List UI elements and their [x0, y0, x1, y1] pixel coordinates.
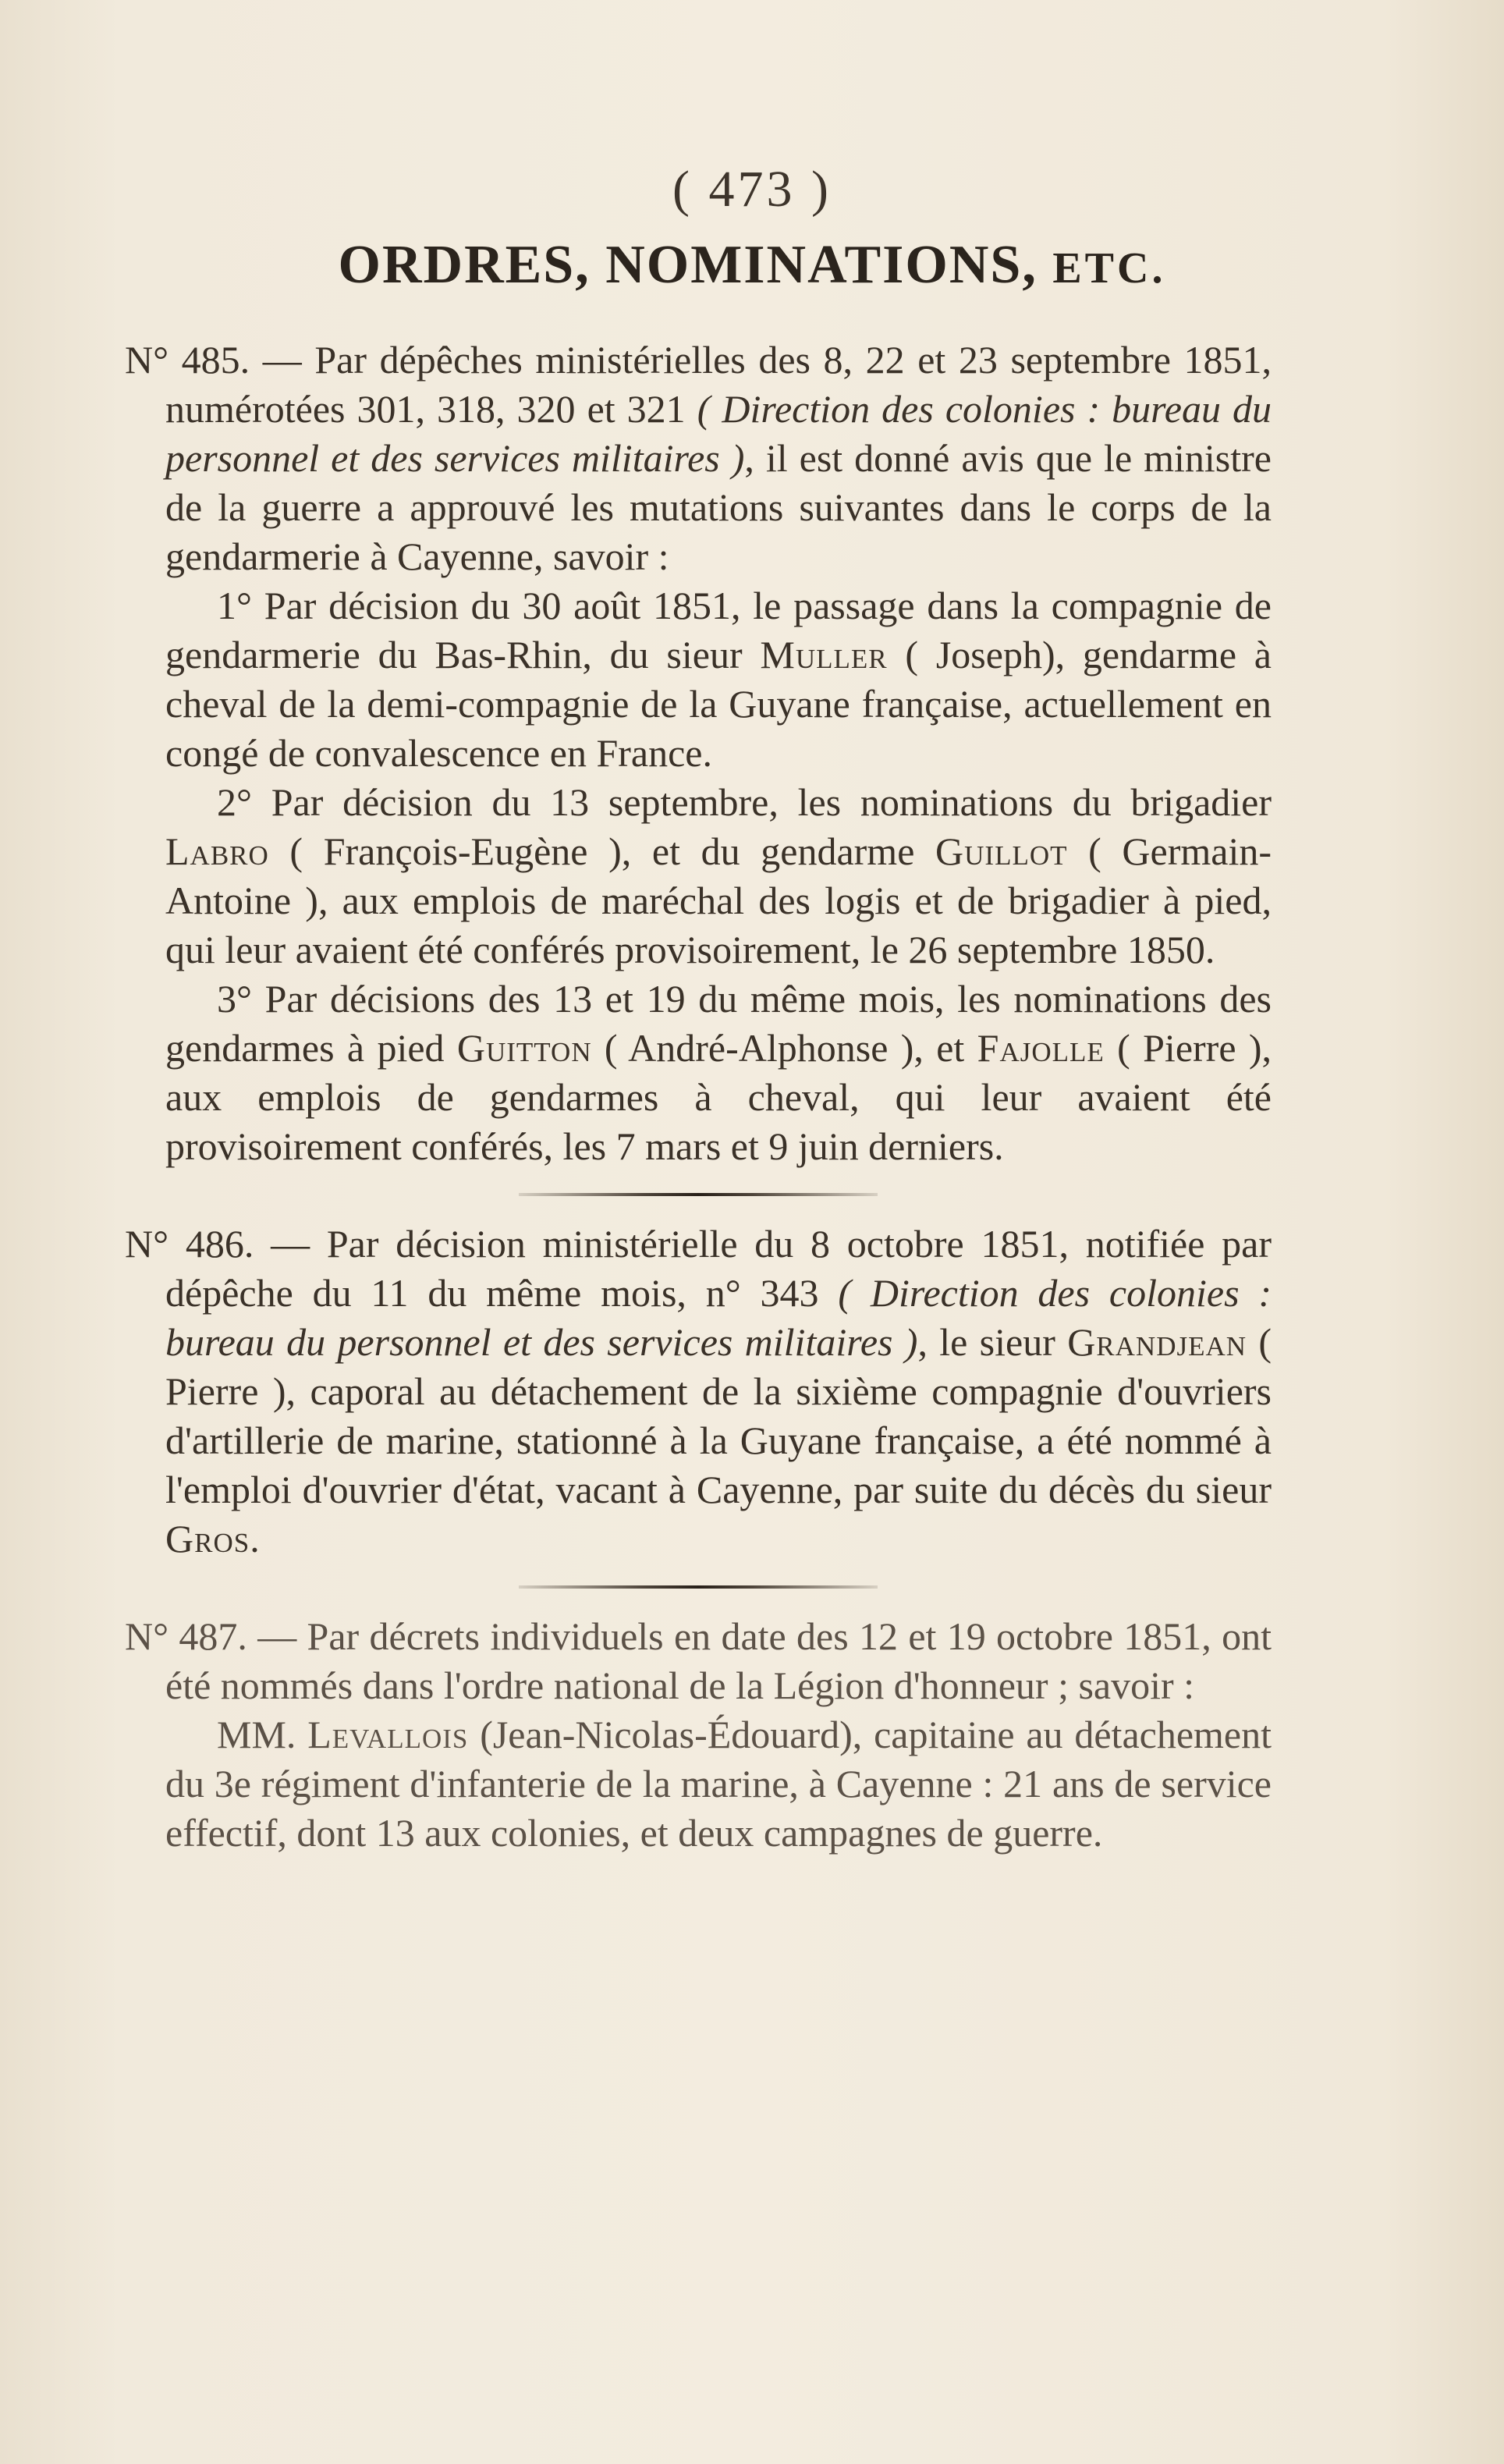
entry-487-item-1 — [165, 1710, 1272, 1858]
entry-text: , il est donné avis que le ministre de la guerre a approuvé les mutations suivantes dans le corps de la gendarmerie à Cayenne, savoir : — [165, 436, 1272, 578]
person-name: Levallois — [307, 1713, 469, 1756]
person-name: Fajolle — [977, 1026, 1105, 1070]
separator-rule — [519, 1585, 878, 1589]
page-number: ( 473 ) — [672, 161, 832, 218]
person-name: Guillot — [935, 829, 1068, 873]
entry-number: N° 485. — [125, 338, 250, 382]
separator — [125, 1564, 1272, 1612]
separator — [125, 1171, 1272, 1220]
entry-485-item-2 — [165, 778, 1272, 975]
person-name: Grandjean — [1067, 1320, 1247, 1364]
entry-text: — Par dépêches ministérielles des 8, 22 et 23 septembre 1851, numérotées 301, 318, 320 et 321 — [165, 338, 1272, 431]
item-text: ( André-Alphonse ), et — [591, 1026, 977, 1070]
entry-486-text — [125, 1220, 1272, 1564]
section-title — [0, 234, 1504, 296]
item-text: ( Germain-Antoine ), aux emplois de maréchal des logis et de brigadier à pied, qui leur avaient été conférés provisoirement, le 26 septembre 1850. — [165, 829, 1272, 971]
entry-485-item-1 — [165, 581, 1272, 778]
entry-487 — [125, 1612, 1272, 1858]
item-text: 1° Par décision du 30 août 1851, le passage dans la compagnie de gendarmerie du Bas-Rhin, du sieur — [165, 584, 1272, 676]
entry-text: , le sieur — [917, 1320, 1068, 1364]
item-text: ( François-Eugène ), et du gendarme — [268, 829, 936, 873]
entry-number: N° 487. — [125, 1614, 247, 1658]
item-text: 2° Par décision du 13 septembre, les nominations du brigadier — [217, 780, 1272, 824]
person-name: Guitton — [456, 1026, 592, 1070]
entry-text: — Par décrets individuels en date des 12 et 19 octobre 1851, ont été nommés dans l'ordre national de la Légion d'honneur ; savoir : — [165, 1614, 1272, 1707]
section-title-etc: ETC. — [1052, 244, 1166, 293]
text-column — [125, 336, 1272, 1858]
entry-text: ( Pierre ), caporal au détachement de la sixième compagnie d'ouvriers d'artillerie de marine, stationné à la Guyane française, a été nommé à l'emploi d'ouvrier d'état, vacant à Cayenne, par suite du décès du sieur — [165, 1320, 1272, 1511]
direction-reference: ( Direction des colonies : bureau du personnel et des services militaires ) — [165, 387, 1272, 480]
entry-text: — Par décision ministérielle du 8 octobre 1851, notifiée par dépêche du 11 du même mois, n° 343 — [165, 1222, 1272, 1315]
separator-rule — [519, 1193, 878, 1196]
entry-485-item-3 — [165, 975, 1272, 1171]
person-name: Labro — [165, 829, 269, 873]
entry-486 — [125, 1220, 1272, 1564]
direction-reference: ( Direction des colonies : bureau du personnel et des services militaires ) — [165, 1271, 1272, 1364]
entry-485-intro — [125, 336, 1272, 581]
item-text: ( Pierre ), aux emplois de gendarmes à cheval, qui leur avaient été provisoirement conférés, les 7 mars et 9 juin derniers. — [165, 1026, 1272, 1168]
entry-485 — [125, 336, 1272, 1171]
item-text: 3° Par décisions des 13 et 19 du même mois, les nominations des gendarmes à pied — [165, 977, 1272, 1070]
item-text: ( Joseph), gendarme à cheval de la demi-compagnie de la Guyane française, actuellement en congé de convalescence en France. — [165, 633, 1272, 775]
entry-text: . — [250, 1517, 260, 1560]
item-prefix: MM. — [217, 1713, 308, 1756]
section-title-main: ORDRES, NOMINATIONS, — [338, 235, 1038, 295]
person-name: Muller — [760, 633, 888, 676]
item-text: (Jean-Nicolas-Édouard), capitaine au détachement du 3e régiment d'infanterie de la marine, à Cayenne : 21 ans de service effectif, dont 13 aux colonies, et deux campagnes de guerre. — [165, 1713, 1272, 1855]
entry-number: N° 486. — [125, 1222, 254, 1266]
person-name: Gros — [165, 1517, 250, 1560]
entry-487-intro — [125, 1612, 1272, 1710]
